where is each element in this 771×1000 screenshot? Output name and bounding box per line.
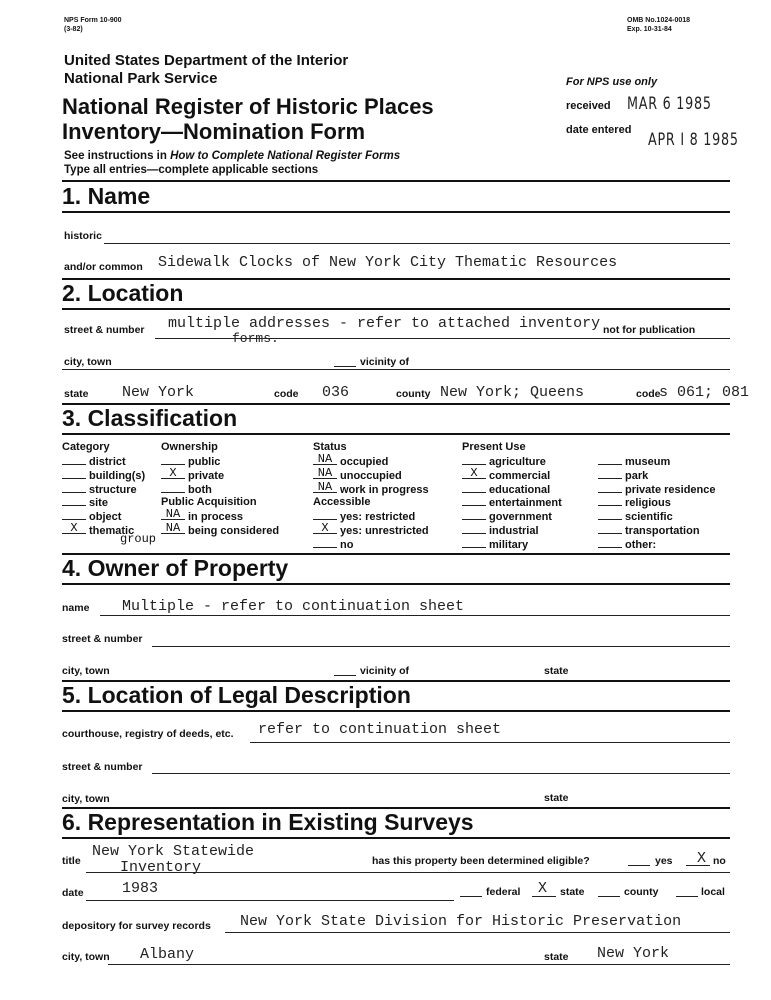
section-4-title: 4. Owner of Property [62, 555, 289, 581]
depository-value: New York State Division for Historic Preservation [240, 913, 682, 930]
county-label: county [396, 388, 431, 400]
checkbox-blank[interactable] [161, 465, 185, 480]
checkbox-label: museum [625, 456, 671, 468]
checkbox-option[interactable] [161, 520, 280, 537]
checkbox-blank[interactable] [313, 520, 337, 535]
federal-label: federal [486, 886, 521, 898]
checkbox-label: building(s) [89, 469, 146, 482]
common-name-label: and/or common [64, 261, 143, 273]
checkbox-label: yes: unrestricted [340, 524, 429, 537]
legal-street-label: street & number [62, 761, 143, 773]
checkbox-option[interactable] [598, 524, 700, 537]
form-number: NPS Form 10-900 [64, 17, 122, 24]
checkbox-label: both [188, 483, 212, 496]
checkbox-blank[interactable] [313, 465, 337, 480]
checkbox-blank[interactable] [598, 510, 622, 520]
rule [62, 211, 730, 213]
street-line [155, 338, 730, 339]
checkbox-label: work in progress [340, 483, 429, 496]
checkbox-label: religious [625, 497, 671, 510]
checkbox-mark: NA [317, 479, 333, 494]
street-number-value: multiple addresses - refer to attached inventory [168, 315, 601, 332]
yes-blank [628, 865, 650, 866]
legal-city-label: city, town [62, 793, 110, 805]
county-code-label: code [636, 388, 661, 400]
checkbox-label: educational [489, 483, 551, 496]
checkbox-blank[interactable] [62, 455, 86, 465]
checkbox-label: public [188, 456, 221, 468]
checkbox-blank[interactable] [313, 538, 337, 548]
survey-title-label: title [62, 855, 81, 867]
state-value: New York [122, 384, 195, 401]
checkbox-label: district [89, 456, 126, 468]
checkbox-label: transportation [625, 525, 700, 537]
checkbox-option[interactable] [62, 469, 145, 482]
department-name: United States Department of the Interior [64, 52, 349, 69]
checkbox-option[interactable] [598, 455, 670, 468]
courthouse-value: refer to continuation sheet [258, 721, 502, 738]
checkbox-option[interactable] [462, 538, 528, 551]
local-blank [676, 896, 698, 897]
checkbox-blank[interactable] [598, 538, 622, 548]
checkbox-mark: X [321, 520, 329, 535]
checkbox-mark: X [169, 465, 177, 480]
checkbox-blank[interactable] [161, 455, 185, 465]
owner-vicinity-blank [334, 675, 356, 676]
checkbox-blank[interactable] [462, 538, 486, 548]
form-title-line2: Inventory—Nomination Form [62, 119, 366, 144]
form-revision: (3-82) [64, 26, 83, 33]
received-stamp: MAR 6 1985 [627, 94, 712, 114]
survey-title-value: New York Statewide [92, 843, 255, 860]
checkbox-option[interactable] [62, 455, 126, 468]
owner-name-label: name [62, 602, 90, 614]
checkbox-blank[interactable] [161, 507, 185, 521]
survey-title-value-continued: Inventory [120, 859, 202, 876]
historic-label: historic [64, 230, 102, 242]
checkbox-label: yes: restricted [340, 511, 416, 523]
checkbox-option[interactable] [598, 496, 671, 509]
checkbox-label: thematic [89, 525, 135, 537]
no-mark: X [697, 850, 707, 867]
checkbox-option[interactable] [313, 520, 429, 537]
checkbox-option[interactable] [313, 538, 353, 551]
expiration: Exp. 10-31-84 [627, 26, 672, 33]
owner-state-label: state [544, 665, 569, 677]
county-value: New York; Queens [440, 384, 585, 401]
type-all-entries: Type all entries—complete applicable sections [64, 164, 319, 176]
courthouse-line [250, 742, 730, 743]
checkbox-mark: NA [317, 452, 333, 466]
accessible-heading: Accessible [313, 496, 371, 508]
rule [62, 710, 730, 712]
checkbox-label: object [89, 511, 122, 524]
checkbox-blank[interactable] [462, 496, 486, 506]
checkbox-blank[interactable] [313, 452, 337, 466]
checkbox-label: other: [625, 538, 657, 551]
code-label: code [274, 388, 299, 400]
federal-blank [460, 896, 482, 897]
survey-state-label: state [560, 886, 585, 898]
checkbox-blank[interactable] [598, 469, 622, 479]
city-town-label: city, town [64, 356, 112, 368]
checkbox-blank[interactable] [62, 483, 86, 493]
street-number-label: street & number [64, 324, 145, 336]
section-1-title: 1. Name [62, 183, 151, 209]
category-thematic-group: group [120, 532, 157, 546]
historic-line [104, 243, 730, 244]
survey-date-line [86, 900, 454, 901]
rule [62, 308, 730, 310]
checkbox-option[interactable] [598, 483, 716, 496]
owner-vicinity-label: vicinity of [360, 665, 410, 677]
instructions: See instructions in How to Complete National Register Forms [64, 150, 401, 162]
checkbox-option[interactable] [62, 483, 137, 496]
checkbox-label: industrial [489, 525, 539, 537]
checkbox-blank[interactable] [598, 524, 622, 534]
section-2-title: 2. Location [62, 280, 184, 306]
survey-city-line [108, 964, 730, 965]
survey-state2-label: state [544, 951, 569, 963]
legal-street-line [152, 773, 730, 774]
status-heading: Status [313, 441, 347, 453]
owner-name-line [100, 615, 730, 616]
checkbox-label: commercial [489, 469, 551, 482]
checkbox-option[interactable] [462, 510, 552, 523]
depository-label: depository for survey records [62, 920, 211, 932]
checkbox-label: scientific [625, 511, 673, 524]
present-use-heading: Present Use [462, 441, 526, 453]
checkbox-label: structure [89, 483, 137, 496]
checkbox-mark: X [470, 465, 478, 480]
checkbox-mark: NA [165, 507, 181, 521]
category-heading: Category [62, 441, 110, 453]
checkbox-blank[interactable] [313, 510, 337, 520]
checkbox-option[interactable] [161, 483, 212, 496]
survey-city-label: city, town [62, 951, 110, 963]
checkbox-label: private residence [625, 483, 716, 496]
checkbox-option[interactable] [62, 496, 108, 509]
survey-county-label: county [624, 886, 659, 898]
checkbox-label: agriculture [489, 456, 546, 468]
city-line [62, 369, 730, 370]
survey-title-line [86, 872, 730, 873]
checkbox-label: being considered [188, 524, 280, 537]
legal-state-label: state [544, 792, 569, 804]
checkbox-option[interactable] [462, 483, 550, 496]
checkbox-blank[interactable] [161, 483, 185, 493]
common-name-value: Sidewalk Clocks of New York City Thematic Resources [158, 254, 618, 271]
checkbox-option[interactable] [598, 538, 656, 551]
survey-state2-value: New York [597, 945, 670, 962]
date-entered-stamp: APR I 8 1985 [648, 130, 739, 150]
rule [62, 837, 730, 839]
checkbox-label: site [89, 497, 108, 510]
survey-city-value: Albany [140, 946, 195, 963]
checkbox-label: military [489, 538, 529, 551]
checkbox-option[interactable] [161, 465, 225, 482]
checkbox-option[interactable] [598, 469, 648, 482]
checkbox-option[interactable] [462, 496, 562, 509]
checkbox-blank[interactable] [313, 479, 337, 494]
depository-line [225, 932, 730, 933]
service-name: National Park Service [64, 70, 218, 87]
section-5-title: 5. Location of Legal Description [62, 682, 411, 708]
survey-date-value: 1983 [122, 880, 159, 897]
section-3-title: 3. Classification [62, 405, 238, 431]
checkbox-option[interactable] [462, 524, 539, 537]
local-label: local [701, 886, 725, 898]
checkbox-option[interactable] [313, 479, 429, 496]
courthouse-label: courthouse, registry of deeds, etc. [62, 728, 234, 740]
county-blank [598, 896, 620, 897]
checkbox-label: no [340, 538, 354, 551]
county-code-value: s 061; 081 [659, 384, 750, 401]
checkbox-blank[interactable] [598, 483, 622, 493]
checkbox-mark: NA [165, 520, 181, 535]
checkbox-blank[interactable] [62, 521, 86, 535]
street-number-value-continued: forms. [232, 331, 279, 346]
checkbox-blank[interactable] [462, 455, 486, 465]
checkbox-blank[interactable] [598, 496, 622, 506]
owner-street-line [152, 646, 730, 647]
owner-name-value: Multiple - refer to continuation sheet [122, 598, 465, 615]
state-mark: X [538, 880, 548, 897]
checkbox-label: entertainment [489, 497, 562, 510]
checkbox-label: occupied [340, 456, 389, 468]
checkbox-mark: NA [317, 465, 333, 480]
checkbox-blank[interactable] [598, 455, 622, 465]
checkbox-blank[interactable] [161, 520, 185, 535]
checkbox-blank[interactable] [62, 469, 86, 479]
survey-date-label: date [62, 887, 84, 899]
date-entered-label: date entered [566, 124, 632, 136]
not-for-publication: not for publication [603, 324, 696, 336]
checkbox-label: park [625, 469, 649, 482]
ownership-heading: Ownership [161, 441, 218, 453]
owner-street-label: street & number [62, 633, 143, 645]
checkbox-label: private [188, 469, 225, 482]
omb-number: OMB No.1024-0018 [627, 17, 691, 24]
vicinity-blank [334, 366, 356, 367]
section-6-title: 6. Representation in Existing Surveys [62, 809, 474, 835]
checkbox-blank[interactable] [62, 510, 86, 520]
checkbox-option[interactable] [462, 465, 551, 482]
checkbox-blank[interactable] [462, 524, 486, 534]
public-acquisition-heading: Public Acquisition [161, 496, 257, 508]
owner-city-label: city, town [62, 665, 110, 677]
rule [62, 180, 730, 182]
checkbox-mark: X [70, 521, 78, 535]
vicinity-label: vicinity of [360, 356, 410, 368]
checkbox-blank[interactable] [462, 465, 486, 480]
checkbox-blank[interactable] [462, 483, 486, 493]
eligible-question: has this property been determined eligible? [372, 855, 590, 867]
checkbox-label: unoccupied [340, 469, 402, 482]
no-label: no [713, 855, 726, 867]
received-label: received [566, 100, 611, 112]
state-label: state [64, 388, 89, 400]
rule [62, 433, 730, 435]
rule [62, 583, 730, 585]
checkbox-blank[interactable] [62, 496, 86, 506]
checkbox-option[interactable] [598, 510, 673, 523]
code-value: 036 [322, 384, 350, 401]
checkbox-label: in process [188, 511, 244, 523]
form-title-line1: National Register of Historic Places [62, 94, 434, 119]
nps-use-label: For NPS use only [566, 76, 658, 88]
yes-label: yes [655, 855, 673, 867]
checkbox-label: government [489, 511, 552, 524]
checkbox-blank[interactable] [462, 510, 486, 520]
